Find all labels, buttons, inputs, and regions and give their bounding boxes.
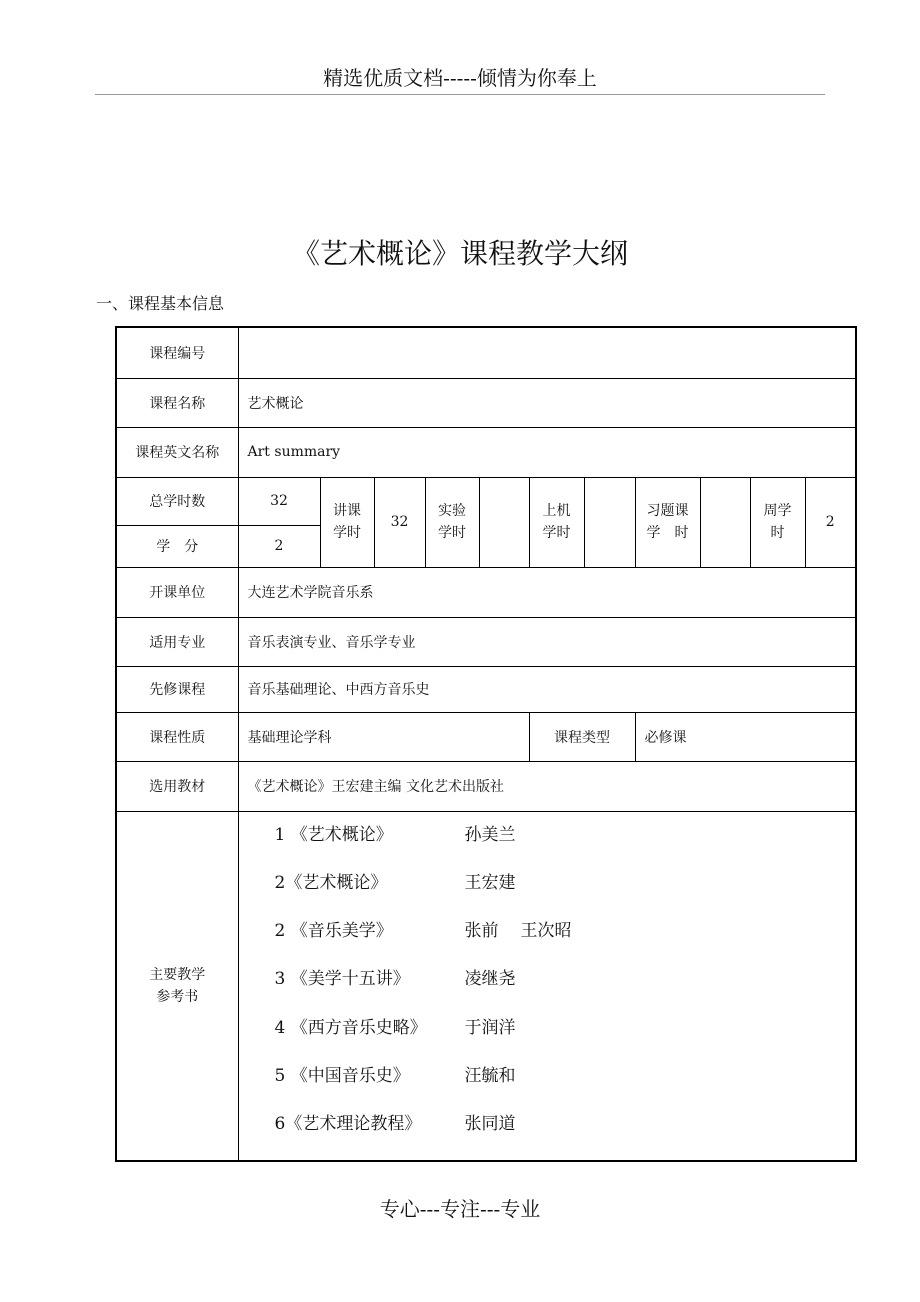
lecture-label-line1: 讲课 — [333, 503, 361, 519]
header-rule — [95, 94, 825, 95]
page-footer: 专心---专注---专业 — [379, 1197, 541, 1221]
row-department — [116, 567, 856, 617]
row-prerequisite — [116, 666, 856, 712]
references-list — [238, 811, 856, 1161]
lab-label-line1: 实验 — [438, 503, 466, 519]
lecture-hours-label — [320, 477, 374, 567]
course-info-table — [115, 326, 857, 1162]
list-item — [275, 1061, 856, 1109]
reference-title: 4 《西方音乐史略》 — [274, 1017, 427, 1038]
department-value: 大连艺术学院音乐系 — [238, 567, 856, 617]
document-title: 《艺术概论》课程教学大纲 — [291, 237, 628, 270]
reference-title: 1 《艺术概论》 — [274, 824, 393, 845]
reference-title: 3 《美学十五讲》 — [274, 969, 410, 990]
weekly-label-line1: 周学 — [763, 503, 792, 519]
majors-value: 音乐表演专业、音乐学专业 — [238, 617, 856, 666]
references-label-line2: 参考书 — [156, 988, 199, 1005]
total-hours-value: 32 — [238, 477, 320, 525]
reference-title: 5 《中国音乐史》 — [274, 1065, 410, 1086]
computer-label-line2: 学时 — [542, 525, 571, 541]
row-course-no — [116, 327, 856, 378]
row-textbook — [116, 761, 856, 811]
references-label-line1: 主要教学 — [149, 966, 206, 983]
course-name-value: 艺术概论 — [238, 378, 856, 427]
reference-author: 于润洋 — [464, 1017, 516, 1038]
course-type-value: 必修课 — [635, 712, 856, 761]
reference-author: 张前 — [464, 921, 499, 942]
credit-value: 2 — [238, 525, 320, 567]
exercise-label-line1: 习题课 — [646, 503, 689, 519]
list-item — [275, 916, 856, 964]
total-hours-label: 总学时数 — [116, 477, 238, 525]
prerequisite-label: 先修课程 — [116, 666, 238, 712]
reference-title: 2 《音乐美学》 — [274, 921, 393, 942]
credit-label: 学 分 — [116, 525, 238, 567]
lab-label-line2: 学时 — [438, 525, 466, 541]
weekly-hours-label — [750, 477, 805, 567]
nature-value: 基础理论学科 — [238, 712, 529, 761]
reference-author-2: 王次昭 — [520, 921, 572, 942]
list-item — [275, 820, 856, 868]
computer-hours-label — [529, 477, 584, 567]
section-heading: 一、课程基本信息 — [96, 294, 225, 313]
prerequisite-value: 音乐基础理论、中西方音乐史 — [238, 666, 856, 712]
majors-label: 适用专业 — [116, 617, 238, 666]
row-majors — [116, 617, 856, 666]
row-nature — [116, 712, 856, 761]
reference-author: 张同道 — [464, 1114, 516, 1135]
lab-hours-label — [425, 477, 479, 567]
textbook-label: 选用教材 — [116, 761, 238, 811]
course-no-label: 课程编号 — [116, 327, 238, 378]
list-item — [275, 868, 856, 916]
row-course-name — [116, 378, 856, 427]
list-item — [275, 964, 856, 1012]
row-hours — [116, 477, 856, 525]
exercise-hours-label — [635, 477, 700, 567]
course-no-value — [238, 327, 856, 378]
weekly-label-line2: 时 — [770, 525, 785, 541]
reference-author: 王宏建 — [464, 872, 516, 893]
course-en-label: 课程英文名称 — [116, 427, 238, 477]
reference-title: 6《艺术理论教程》 — [274, 1114, 422, 1135]
exercise-hours-value — [700, 477, 750, 567]
textbook-value: 《艺术概论》王宏建主编 文化艺术出版社 — [238, 761, 856, 811]
list-item — [275, 1013, 856, 1061]
row-course-en — [116, 427, 856, 477]
lecture-label-line2: 学时 — [333, 525, 361, 541]
lecture-hours-value: 32 — [374, 477, 425, 567]
row-references — [116, 811, 856, 1161]
references-label — [116, 811, 238, 1161]
list-item — [275, 1109, 856, 1157]
reference-author: 汪毓和 — [464, 1065, 516, 1086]
weekly-hours-value: 2 — [805, 477, 856, 567]
reference-author: 孙美兰 — [464, 824, 516, 845]
exercise-label-line2: 学 时 — [646, 525, 689, 541]
computer-label-line1: 上机 — [542, 503, 571, 519]
course-en-value: Art summary — [238, 427, 856, 477]
nature-label: 课程性质 — [116, 712, 238, 761]
reference-author: 凌继尧 — [464, 969, 516, 990]
course-name-label: 课程名称 — [116, 378, 238, 427]
course-type-label: 课程类型 — [529, 712, 635, 761]
lab-hours-value — [479, 477, 529, 567]
department-label: 开课单位 — [116, 567, 238, 617]
computer-hours-value — [584, 477, 635, 567]
reference-title: 2《艺术概论》 — [274, 872, 388, 893]
page-header: 精选优质文档-----倾情为你奉上 — [323, 66, 597, 90]
